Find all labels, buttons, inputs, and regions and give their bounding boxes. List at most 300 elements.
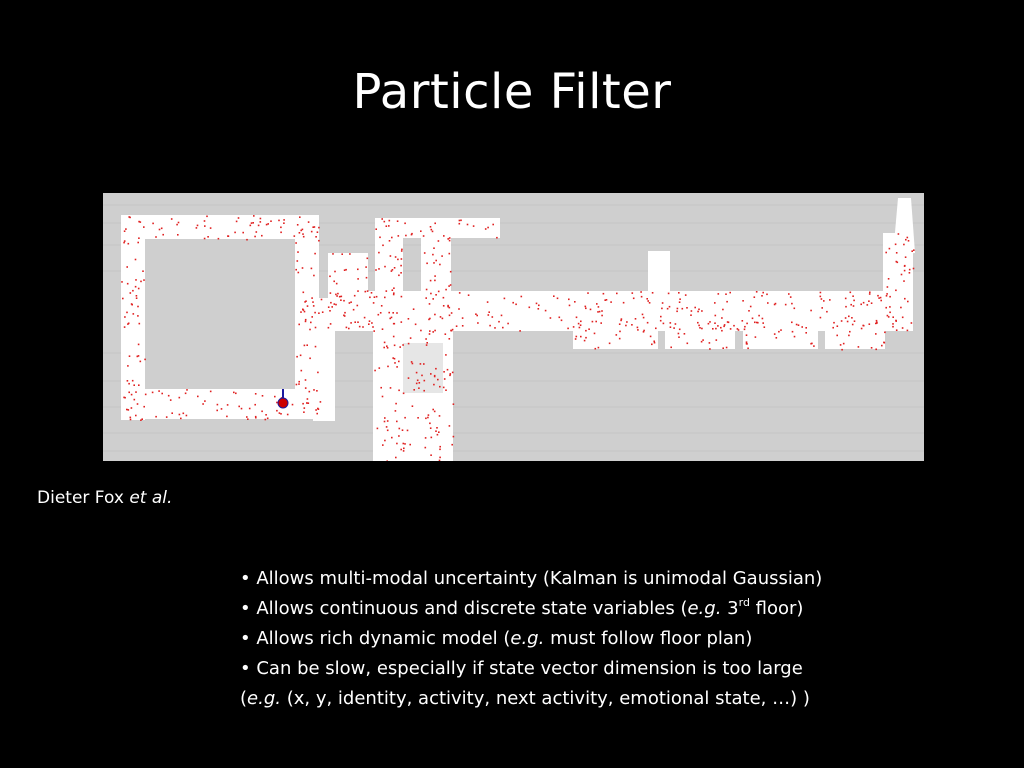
particle [550, 317, 552, 319]
particle [396, 312, 398, 314]
particle [721, 330, 723, 332]
particle [699, 327, 701, 329]
particle [359, 326, 361, 328]
particle [329, 310, 331, 312]
particle [335, 304, 337, 306]
particle [346, 327, 348, 329]
particle [436, 427, 438, 429]
particle [143, 406, 145, 408]
particle [412, 405, 414, 407]
particle [296, 356, 298, 358]
particle [390, 387, 392, 389]
particle [885, 252, 887, 254]
particle [588, 328, 590, 330]
particle [265, 419, 267, 421]
particle [260, 221, 262, 223]
particle [670, 347, 672, 349]
particle [573, 326, 575, 328]
particle [328, 306, 330, 308]
particle [438, 431, 440, 433]
particle [267, 223, 269, 225]
particle [498, 321, 500, 323]
particle [430, 280, 432, 282]
particle [764, 326, 766, 328]
particle [679, 301, 681, 303]
particle [538, 308, 540, 310]
particle [270, 220, 272, 222]
particle [661, 308, 663, 310]
particle [354, 321, 356, 323]
particle [590, 309, 592, 311]
particle [334, 271, 336, 273]
particle [744, 326, 746, 328]
particle [303, 236, 305, 238]
particle [388, 225, 390, 227]
particle [398, 390, 400, 392]
particle [311, 297, 313, 299]
particle [316, 390, 318, 392]
particle [320, 401, 322, 403]
particle [251, 222, 253, 224]
particle [301, 370, 303, 372]
particle [450, 373, 452, 375]
bullet-item: • Allows multi-modal uncertainty (Kalman is unimodal Gaussian) [240, 568, 823, 589]
particle [357, 321, 359, 323]
particle [898, 233, 900, 235]
particle [443, 305, 445, 307]
particle [450, 271, 452, 273]
particle [330, 292, 332, 294]
bullet-item-continuation: (e.g. (x, y, identity, activity, next activity, emotional state, …) ) [240, 688, 810, 709]
particle [410, 337, 412, 339]
particle [650, 336, 652, 338]
particle [425, 437, 427, 439]
particle [619, 338, 621, 340]
particle [887, 315, 889, 317]
particle [716, 339, 718, 341]
particle [217, 404, 219, 406]
particle [820, 296, 822, 298]
particle [426, 344, 428, 346]
particle [423, 390, 425, 392]
particle [304, 311, 306, 313]
particle [394, 358, 396, 360]
particle [538, 305, 540, 307]
particle [905, 256, 907, 258]
particle [884, 332, 886, 334]
particle [601, 310, 603, 312]
particle [733, 325, 735, 327]
particle [397, 220, 399, 222]
particle [580, 336, 582, 338]
particle [314, 312, 316, 314]
particle [254, 236, 256, 238]
particle [304, 407, 306, 409]
particle [585, 306, 587, 308]
particle [161, 228, 163, 230]
particle [124, 316, 126, 318]
particle [690, 314, 692, 316]
particle [372, 326, 374, 328]
particle [252, 222, 254, 224]
particle [444, 378, 446, 380]
particle [567, 328, 569, 330]
particle [197, 225, 199, 227]
particle [662, 302, 664, 304]
particle [204, 225, 206, 227]
particle [881, 345, 883, 347]
particle [829, 299, 831, 301]
particle [647, 322, 649, 324]
particle [821, 298, 823, 300]
slide-title: Particle Filter [352, 64, 672, 120]
particle [715, 328, 717, 330]
particle [911, 250, 913, 252]
particle [420, 363, 422, 365]
particle [247, 418, 249, 420]
particle [637, 329, 639, 331]
particle [170, 399, 172, 401]
particle [712, 328, 714, 330]
particle [409, 444, 411, 446]
particle [312, 301, 314, 303]
particle [580, 321, 582, 323]
floor-plan-map [103, 193, 924, 461]
particle [746, 334, 748, 336]
particle [303, 292, 305, 294]
particle [460, 220, 462, 222]
particle [238, 406, 240, 408]
particle [512, 302, 514, 304]
particle [791, 303, 793, 305]
particle [227, 404, 229, 406]
particle [724, 324, 726, 326]
particle [166, 416, 168, 418]
particle [654, 342, 656, 344]
particle [400, 265, 402, 267]
particle [896, 329, 898, 331]
particle [434, 275, 436, 277]
particle [261, 411, 263, 413]
particle [322, 311, 324, 313]
particle [226, 416, 228, 418]
particle [453, 436, 455, 438]
particle [135, 391, 137, 393]
particle [584, 340, 586, 342]
particle [909, 272, 911, 274]
particle [675, 323, 677, 325]
particle [886, 295, 888, 297]
particle [140, 281, 142, 283]
particle [179, 397, 181, 399]
particle [384, 417, 386, 419]
particle [124, 240, 126, 242]
particle [278, 220, 280, 222]
particle [161, 393, 163, 395]
particle [792, 331, 794, 333]
credit-author: Dieter Fox [37, 488, 130, 508]
particle [501, 315, 503, 317]
particle [727, 321, 729, 323]
particle [682, 308, 684, 310]
particle [788, 293, 790, 295]
particle [300, 311, 302, 313]
particle [453, 403, 455, 405]
particle [318, 240, 320, 242]
particle [308, 402, 310, 404]
particle [867, 304, 869, 306]
particle [785, 304, 787, 306]
particle [387, 366, 389, 368]
particle [389, 220, 391, 222]
particle [896, 252, 898, 254]
particle [413, 389, 415, 391]
particle [371, 322, 373, 324]
particle [449, 240, 451, 242]
particle [403, 450, 405, 452]
particle [417, 380, 419, 382]
particle [687, 343, 689, 345]
particle [339, 296, 341, 298]
particle [902, 327, 904, 329]
particle [448, 285, 450, 287]
particle [276, 402, 278, 404]
particle [441, 255, 443, 257]
particle [138, 384, 140, 386]
particle [382, 328, 384, 330]
particle [718, 293, 720, 295]
particle [754, 296, 756, 298]
particle [439, 457, 441, 459]
particle [722, 309, 724, 311]
particle [467, 224, 469, 226]
particle [432, 231, 434, 233]
particle [746, 341, 748, 343]
particle [810, 310, 812, 312]
particle [168, 395, 170, 397]
particle [836, 335, 838, 337]
particle [306, 344, 308, 346]
particle [445, 354, 447, 356]
particle [155, 416, 157, 418]
particle [709, 342, 711, 344]
particle [625, 325, 627, 327]
particle [336, 283, 338, 285]
particle [373, 330, 375, 332]
particle [204, 220, 206, 222]
particle [386, 290, 388, 292]
particle [762, 318, 764, 320]
particle [415, 324, 417, 326]
particle [141, 418, 143, 420]
particle [430, 226, 432, 228]
particle [124, 230, 126, 232]
particle [433, 247, 435, 249]
particle [900, 307, 902, 309]
particle [833, 322, 835, 324]
particle [128, 383, 130, 385]
particle [424, 380, 426, 382]
particle [357, 278, 359, 280]
particle [283, 222, 285, 224]
particle [754, 322, 756, 324]
particle [901, 274, 903, 276]
particle [305, 387, 307, 389]
particle [152, 392, 154, 394]
particle [895, 244, 897, 246]
particle [294, 235, 296, 237]
particle [246, 239, 248, 241]
particle [202, 403, 204, 405]
particle [841, 349, 843, 351]
particle [402, 429, 404, 431]
particle [311, 231, 313, 233]
particle [343, 300, 345, 302]
particle [186, 415, 188, 417]
particle [640, 291, 642, 293]
particle [726, 347, 728, 349]
particle [616, 293, 618, 295]
particle [391, 270, 393, 272]
particle [840, 344, 842, 346]
particle [877, 295, 879, 297]
particle [742, 320, 744, 322]
particle [384, 221, 386, 223]
particle [425, 418, 427, 420]
particle [405, 235, 407, 237]
particle [127, 283, 129, 285]
particle [853, 305, 855, 307]
particle [313, 275, 315, 277]
particle [633, 298, 635, 300]
particle [758, 315, 760, 317]
particle [845, 306, 847, 308]
particle [345, 269, 347, 271]
particle [393, 294, 395, 296]
particle [292, 404, 294, 406]
particle [371, 292, 373, 294]
particle [135, 286, 137, 288]
particle [138, 237, 140, 239]
particle [762, 292, 764, 294]
particle [246, 416, 248, 418]
particle [298, 272, 300, 274]
particle [643, 317, 645, 319]
particle [559, 317, 561, 319]
particle [344, 269, 346, 271]
particle [761, 295, 763, 297]
particle [387, 420, 389, 422]
particle [144, 359, 146, 361]
particle [610, 301, 612, 303]
particle [805, 332, 807, 334]
particle [393, 323, 395, 325]
particle [393, 336, 395, 338]
particle [397, 259, 399, 261]
particle [863, 302, 865, 304]
particle [536, 303, 538, 305]
particle [381, 305, 383, 307]
particle [380, 312, 382, 314]
particle [651, 344, 653, 346]
particle [445, 389, 447, 391]
particle [128, 409, 130, 411]
particle [392, 312, 394, 314]
particle [333, 281, 335, 283]
particle [837, 325, 839, 327]
particle [432, 254, 434, 256]
particle [389, 240, 391, 242]
particle [130, 292, 132, 294]
particle [452, 329, 454, 331]
particle [462, 317, 464, 319]
particle [449, 375, 451, 377]
particle [579, 327, 581, 329]
particle [428, 319, 430, 321]
particle [449, 253, 451, 255]
particle [396, 421, 398, 423]
particle [341, 253, 343, 255]
particle [459, 292, 461, 294]
particle [442, 318, 444, 320]
particle [238, 217, 240, 219]
particle [386, 225, 388, 227]
particle [845, 298, 847, 300]
particle [723, 326, 725, 328]
particle [280, 227, 282, 229]
particle [140, 221, 142, 223]
particle [880, 300, 882, 302]
particle [858, 346, 860, 348]
particle [553, 295, 555, 297]
particle [886, 293, 888, 295]
particle [283, 219, 285, 221]
particle [720, 327, 722, 329]
particle [623, 302, 625, 304]
particle [315, 409, 317, 411]
particle [909, 269, 911, 271]
particle [434, 280, 436, 282]
particle [400, 272, 402, 274]
particle [378, 252, 380, 254]
particle [653, 341, 655, 343]
particle [365, 291, 367, 293]
particle [850, 304, 852, 306]
particle [382, 396, 384, 398]
particle [426, 342, 428, 344]
particle [432, 298, 434, 300]
particle [309, 358, 311, 360]
particle [403, 448, 405, 450]
particle [439, 460, 441, 461]
particle [670, 322, 672, 324]
particle [557, 298, 559, 300]
particle [913, 249, 915, 251]
particle [134, 399, 136, 401]
particle [302, 267, 304, 269]
particle [439, 264, 441, 266]
particle [128, 323, 130, 325]
particle [755, 336, 757, 338]
particle [132, 380, 134, 382]
particle [297, 251, 299, 253]
particle [420, 330, 422, 332]
particle [186, 389, 188, 391]
particle [708, 323, 710, 325]
particle [304, 301, 306, 303]
particle [365, 266, 367, 268]
particle [321, 299, 323, 301]
